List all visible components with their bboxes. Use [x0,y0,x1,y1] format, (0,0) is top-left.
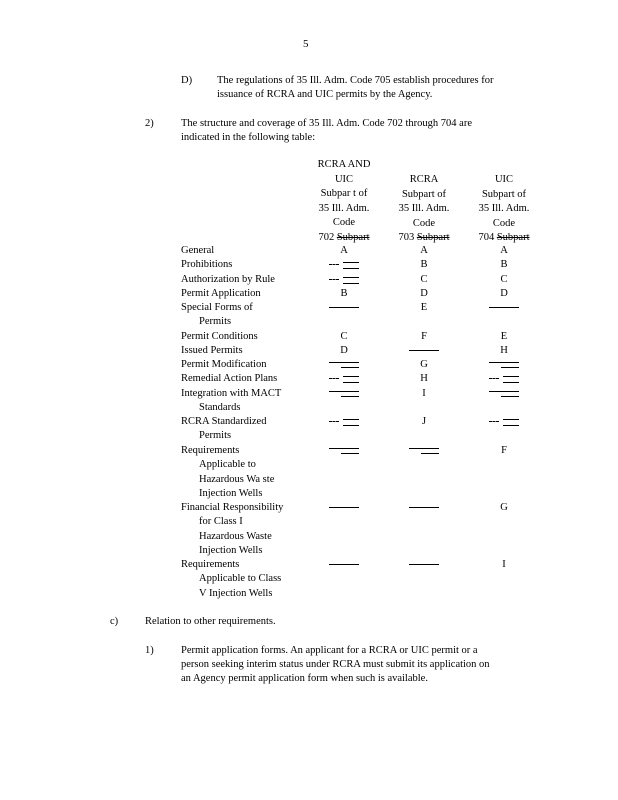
row-label-line: Remedial Action Plans [181,373,278,384]
item-d-label: D) [181,75,193,86]
row-label-line: V Injection Wells [199,587,273,599]
table-cell-703: J [421,416,427,427]
header-line: 35 Ill. Adm. [318,202,370,214]
header-code: 702 [318,231,335,243]
struck-dash-mark [489,359,519,371]
struck-dash-mark [489,388,519,400]
header-code: 704 [478,232,495,243]
page-number: 5 [303,38,309,50]
row-label-line: Requirements [181,559,240,570]
item-2-line: indicated in the following table: [181,132,316,143]
table-cell-703: A [420,245,428,256]
table-row-label [181,301,301,330]
struck-dash-mark [329,274,359,286]
table-row-label [181,501,301,558]
table-cell-702 [304,558,384,572]
table-row-label [181,330,301,344]
item-c1-line: an Agency permit application form when such is available. [181,673,428,684]
table-cell-703 [384,501,464,515]
header-line: Subpar t of [320,188,368,199]
table-cell-704: E [500,331,508,342]
row-label-line: Requirements [181,445,240,456]
item-d-line: The regulations of 35 Ill. Adm. Code 705 establish procedures for [217,75,494,86]
row-label-line: Applicable to Class [199,573,282,585]
table-cell-703: E [420,302,428,313]
table-cell-702: B [340,288,348,299]
item-c1-line: Permit application forms. An applicant for a RCRA or UIC permit or a [181,645,478,656]
row-label-line: General [181,245,215,256]
table-cell-704: G [500,502,508,513]
item-2-label: 2) [145,118,154,129]
item-2-text [181,117,521,145]
table-cell-702 [304,501,384,515]
item-c1-text [181,644,535,686]
struck-dash-mark [329,259,359,271]
table-cell-703: I [422,388,426,399]
row-label-line: Financial Responsibility [181,502,284,513]
struck-dash-mark [329,559,359,571]
header-code: 703 [398,232,415,243]
table-row-label [181,287,301,301]
table-row-label [181,273,301,287]
table-cell-704: C [500,274,508,285]
struck-dash-mark [489,373,519,385]
item-d-line: issuance of RCRA and UIC permits by the Agency. [217,89,433,100]
row-label-line: Special Forms of [181,302,253,313]
row-label-line: Standards [199,402,241,414]
struck-dash-mark [409,502,439,514]
table-cell-704 [464,301,544,315]
table-header-703 [384,173,464,246]
row-label-line: Injection Wells [199,487,263,499]
table-cell-703 [384,558,464,572]
struck-dash-mark [329,388,359,400]
header-line: 35 Ill. Adm. [478,203,530,214]
row-label-line: Injection Wells [199,544,263,556]
table-cell-702 [304,258,384,272]
table-cell-703 [384,444,464,458]
item-c1-line: person seeking interim status under RCRA must submit its application on [181,659,490,670]
header-line: Code [492,217,516,229]
table-cell-704: I [502,559,506,570]
table-cell-703 [384,344,464,358]
header-line: UIC [494,174,514,185]
struck-dash-mark [409,559,439,571]
row-label-line: Authorization by Rule [181,274,275,285]
table-row-label [181,344,301,358]
row-label-line: RCRA Standardized [181,416,267,427]
struck-dash-mark [329,416,359,428]
struck-dash-mark [329,445,359,457]
row-label-line: for Class I [199,516,243,528]
header-line: Subpart of [401,188,447,200]
header-line: Code [412,217,436,229]
struck-dash-mark [329,502,359,514]
table-cell-702 [304,273,384,287]
table-row-label [181,372,301,386]
table-header-704 [464,173,544,246]
struck-dash-mark [329,373,359,385]
header-struck-text: Subpart [336,231,370,243]
table-cell-704 [464,358,544,372]
row-label-line: Integration with MACT [181,388,282,399]
table-cell-704 [464,415,544,429]
table-cell-702 [304,387,384,401]
header-line: RCRA [409,174,439,185]
table-row-label [181,358,301,372]
row-label-line: Permits [199,430,232,442]
header-line: UIC [334,173,354,185]
table-cell-703: C [420,274,428,285]
table-cell-704 [464,372,544,386]
item-2-line: The structure and coverage of 35 Ill. Adm. Code 702 through 704 are [181,118,473,129]
table-cell-704: B [500,259,508,270]
table-cell-704: D [500,288,508,299]
table-row-label [181,387,301,416]
table-row-label [181,415,301,444]
table-cell-703: B [420,259,428,270]
table-row-label [181,558,301,601]
struck-dash-mark [409,445,439,457]
table-cell-702 [304,372,384,386]
item-c-text: Relation to other requirements. [145,616,276,627]
table-cell-704: F [501,445,507,456]
table-cell-702: C [340,331,348,342]
table-cell-702: D [340,345,348,356]
struck-dash-mark [329,302,359,314]
header-line: Subpart of [481,188,527,200]
struck-dash-mark [329,359,359,371]
header-line: 35 Ill. Adm. [398,203,450,214]
item-d-text [217,74,535,102]
table-header-702 [304,158,384,245]
row-label-line: Permit Modification [181,359,267,370]
struck-dash-mark [489,416,519,428]
row-label-line: Hazardous Wa ste [199,473,275,485]
row-label-line: Prohibitions [181,259,233,270]
header-struck-text: Subpart [496,232,530,243]
item-c-label: c) [110,616,119,627]
row-label-line: Issued Permits [181,345,243,356]
row-label-line: Applicable to [199,459,256,471]
table-row-label [181,444,301,501]
header-line: Code [332,217,356,228]
table-cell-702 [304,301,384,315]
table-cell-703: G [420,359,428,370]
table-cell-702 [304,358,384,372]
item-c1-label: 1) [145,645,154,656]
header-line: RCRA AND [317,159,371,170]
table-cell-702 [304,444,384,458]
table-cell-702: A [340,245,348,256]
header-struck-text: Subpart [416,232,450,243]
struck-dash-mark [489,302,519,314]
struck-dash-mark [409,345,439,357]
table-cell-704: A [500,245,508,256]
row-label-line: Permit Conditions [181,331,258,342]
table-cell-704 [464,387,544,401]
row-label-line: Permit Application [181,288,261,299]
table-cell-703: H [420,373,428,384]
table-row-label [181,244,301,258]
table-cell-702 [304,415,384,429]
table-row-label [181,258,301,272]
row-label-line: Hazardous Waste [199,530,272,542]
table-cell-704: H [500,345,508,356]
row-label-line: Permits [199,316,232,328]
header-code-line [304,231,384,246]
table-cell-703: F [421,331,427,342]
table-cell-703: D [420,288,428,299]
